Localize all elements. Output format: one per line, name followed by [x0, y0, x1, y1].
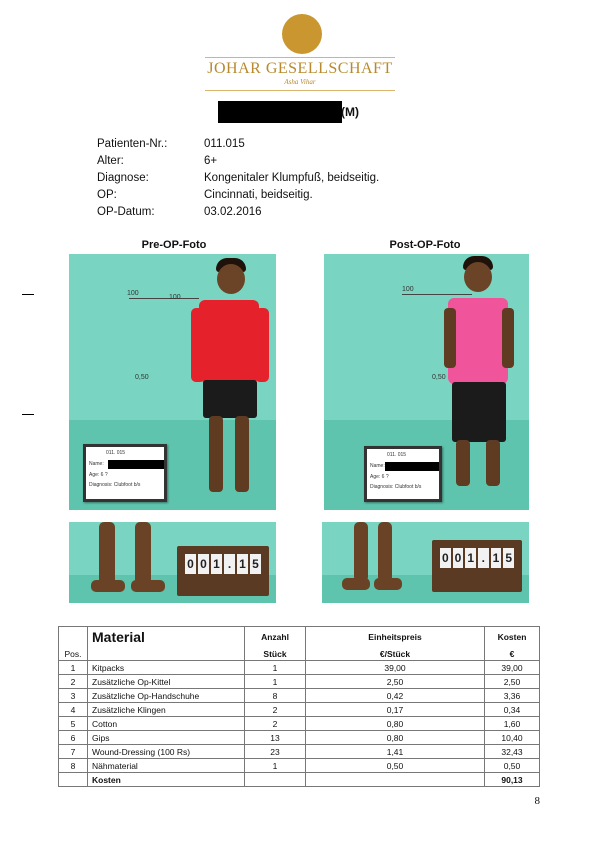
pre-op-full-photo	[69, 254, 276, 510]
cell-kosten: 3,36	[485, 689, 540, 703]
margin-dash	[22, 414, 34, 415]
height-line	[402, 294, 472, 295]
flip-digit: 1	[491, 548, 502, 568]
cell-einheitspreis: 1,41	[306, 745, 485, 759]
margin-dash	[22, 294, 34, 295]
flip-digit: 1	[237, 554, 248, 574]
height-line	[129, 298, 199, 299]
flip-digit: 0	[185, 554, 196, 574]
info-value-op-date: 03.02.2016	[204, 206, 262, 218]
header-einheitspreis: Einheitspreis	[306, 627, 485, 648]
height-mark: 0,50	[135, 374, 149, 381]
boy-head	[464, 262, 492, 292]
info-label-op-date: OP-Datum:	[97, 206, 155, 218]
cell-anzahl: 23	[245, 745, 306, 759]
cell-einheitspreis: 0,42	[306, 689, 485, 703]
flip-digits	[440, 548, 514, 568]
info-label-op: OP:	[97, 189, 117, 201]
cell-anzahl: 13	[245, 731, 306, 745]
post-op-full-photo	[324, 254, 529, 510]
foot-left	[342, 578, 370, 590]
leg-right	[135, 522, 151, 588]
height-mark: 0,50	[432, 374, 446, 381]
board-diagnosis-line: Diagnosis: Clubfoot b/s	[89, 482, 141, 488]
total-anzahl-empty	[245, 773, 306, 787]
flip-digits	[185, 554, 261, 574]
table-row	[59, 731, 540, 745]
cell-pos: 8	[59, 759, 88, 773]
cell-anzahl: 1	[245, 759, 306, 773]
boy-arm-right	[255, 308, 269, 382]
cell-pos: 6	[59, 731, 88, 745]
header-pos: Pos.	[59, 647, 88, 661]
total-pos-empty	[59, 773, 88, 787]
header-material	[88, 627, 245, 648]
flip-digit: .	[478, 548, 489, 568]
post-op-photo-title: Post-OP-Foto	[389, 239, 461, 251]
info-label-patient-nr: Patienten-Nr.:	[97, 138, 168, 150]
header-material-label: Material	[92, 629, 145, 645]
table-row	[59, 745, 540, 759]
pre-op-feet-photo	[69, 522, 276, 603]
table-row	[59, 703, 540, 717]
cell-material: Gips	[88, 731, 245, 745]
boy-shorts	[203, 380, 257, 418]
patient-board	[364, 446, 442, 502]
cell-kosten: 2,50	[485, 675, 540, 689]
cell-material: Kitpacks	[88, 661, 245, 675]
cell-material: Zusätzliche Op-Kittel	[88, 675, 245, 689]
table-row	[59, 675, 540, 689]
foot-left	[91, 580, 125, 592]
foot-right	[374, 578, 402, 590]
flip-digit: 0	[453, 548, 464, 568]
table-row	[59, 661, 540, 675]
board-age-line: Age: 6 ?	[370, 474, 389, 480]
boy-arm-left	[444, 308, 456, 368]
redacted-patient-name	[218, 101, 342, 123]
cell-material: Zusätzliche Klingen	[88, 703, 245, 717]
boy-leg-left	[209, 416, 223, 492]
redacted-board-name	[108, 460, 164, 469]
flip-digit: 1	[211, 554, 222, 574]
flip-digit: .	[224, 554, 235, 574]
logo-rule-bottom	[205, 90, 395, 91]
patient-sex: (M)	[341, 105, 359, 119]
info-value-patient-nr: 011.015	[204, 138, 245, 150]
height-mark: 100	[169, 294, 181, 301]
header-material-unit-empty	[88, 647, 245, 661]
cell-einheitspreis: 2,50	[306, 675, 485, 689]
cell-einheitspreis: 0,50	[306, 759, 485, 773]
cell-material: Wound-Dressing (100 Rs)	[88, 745, 245, 759]
cell-kosten: 1,60	[485, 717, 540, 731]
flip-digit: 0	[198, 554, 209, 574]
boy-arm-left	[191, 308, 205, 382]
board-name-line: Name:	[89, 461, 104, 467]
board-name-line: Name:	[370, 463, 385, 469]
info-value-diagnosis: Kongenitaler Klumpfuß, beidseitig.	[204, 172, 380, 184]
table-total-row	[59, 773, 540, 787]
cell-einheitspreis: 0,80	[306, 731, 485, 745]
boy-head	[217, 264, 245, 294]
cell-einheitspreis: 39,00	[306, 661, 485, 675]
logo-subtitle: Asha Vihar	[284, 78, 316, 86]
boy-leg-right	[235, 416, 249, 492]
cell-anzahl: 1	[245, 661, 306, 675]
cell-einheitspreis: 0,80	[306, 717, 485, 731]
info-label-diagnosis: Diagnose:	[97, 172, 149, 184]
redacted-board-name	[385, 462, 439, 471]
total-ep-empty	[306, 773, 485, 787]
height-mark: 100	[127, 290, 139, 297]
cell-kosten: 10,40	[485, 731, 540, 745]
total-value: 90,13	[485, 773, 540, 787]
header-ep-unit: €/Stück	[306, 647, 485, 661]
cell-pos: 3	[59, 689, 88, 703]
leg-left	[354, 522, 368, 582]
post-op-feet-photo	[322, 522, 529, 603]
patient-board	[83, 444, 167, 502]
table-row	[59, 689, 540, 703]
flip-digit: 5	[250, 554, 261, 574]
header-anzahl: Anzahl	[245, 627, 306, 648]
info-value-age: 6+	[204, 155, 218, 167]
foot-right	[131, 580, 165, 592]
total-label: Kosten	[88, 773, 245, 787]
leg-left	[99, 522, 115, 588]
cell-pos: 2	[59, 675, 88, 689]
leg-right	[378, 522, 392, 582]
cell-anzahl: 8	[245, 689, 306, 703]
table-row	[59, 717, 540, 731]
header-kosten: Kosten	[485, 627, 540, 648]
red-jacket	[199, 300, 259, 382]
height-mark: 100	[402, 286, 414, 293]
flip-digit: 0	[440, 548, 451, 568]
cell-material: Nähmaterial	[88, 759, 245, 773]
boy-shorts	[452, 382, 506, 442]
pre-op-photo-title: Pre-OP-Foto	[141, 239, 207, 251]
board-diagnosis-line: Diagnosis: Clubfoot b/s	[370, 484, 422, 490]
cell-kosten: 39,00	[485, 661, 540, 675]
page-number: 8	[534, 795, 540, 807]
table-row	[59, 759, 540, 773]
cell-kosten: 0,34	[485, 703, 540, 717]
boy-leg-right	[486, 440, 500, 486]
header-kosten-unit: €	[485, 647, 540, 661]
board-age-line: Age: 6 ?	[89, 472, 108, 478]
info-label-age: Alter:	[97, 155, 124, 167]
cell-kosten: 0,50	[485, 759, 540, 773]
boy-leg-left	[456, 440, 470, 486]
board-id: 011. 015	[387, 452, 407, 458]
cell-pos: 5	[59, 717, 88, 731]
cell-anzahl: 1	[245, 675, 306, 689]
table-header-row	[59, 627, 540, 648]
logo-title: JOHAR GESELLSCHAFT	[207, 60, 393, 77]
material-cost-table	[58, 626, 540, 787]
cell-pos: 1	[59, 661, 88, 675]
table-unit-row	[59, 647, 540, 661]
cell-kosten: 32,43	[485, 745, 540, 759]
cell-pos: 4	[59, 703, 88, 717]
cell-einheitspreis: 0,17	[306, 703, 485, 717]
flip-digit: 5	[503, 548, 514, 568]
info-value-op: Cincinnati, beidseitig.	[204, 189, 313, 201]
cell-material: Zusätzliche Op-Handschuhe	[88, 689, 245, 703]
number-flip-stand	[432, 540, 522, 592]
cell-pos: 7	[59, 745, 88, 759]
pink-shirt	[448, 298, 508, 384]
flip-digit: 1	[465, 548, 476, 568]
board-id: 011. 015	[106, 450, 126, 456]
cell-anzahl: 2	[245, 703, 306, 717]
number-flip-stand	[177, 546, 269, 596]
cell-anzahl: 2	[245, 717, 306, 731]
header-anzahl-unit: Stück	[245, 647, 306, 661]
logo-rule-top	[205, 57, 395, 58]
boy-arm-right	[502, 308, 514, 368]
header-pos-empty	[59, 627, 88, 648]
cell-material: Cotton	[88, 717, 245, 731]
logo-emblem-icon	[282, 14, 322, 54]
